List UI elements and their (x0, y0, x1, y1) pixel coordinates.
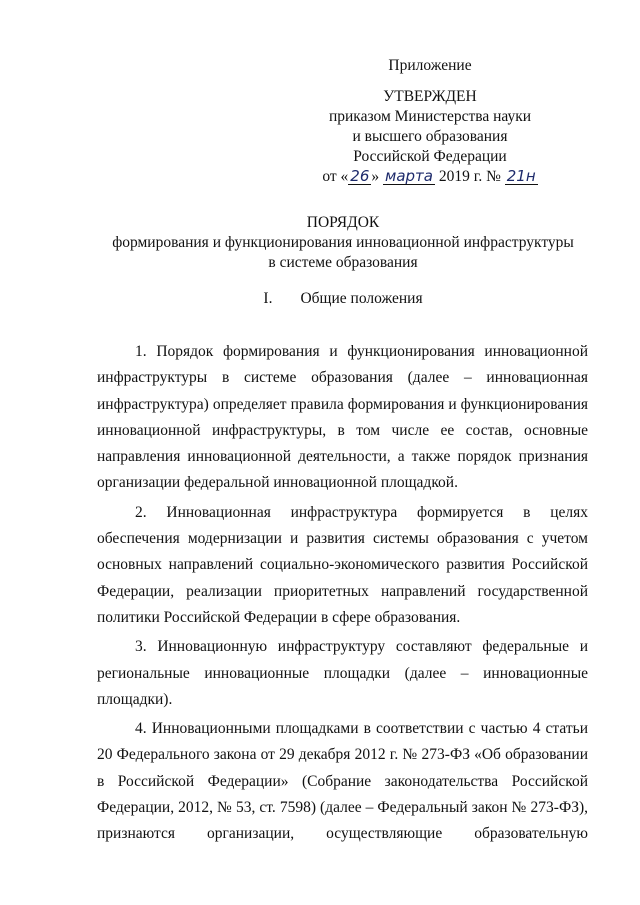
approval-line-1: приказом Министерства науки (328, 108, 532, 125)
appendix-label: Приложение (388, 57, 472, 74)
title-line-1: ПОРЯДОК (306, 214, 380, 231)
title-line-3: в системе образования (268, 254, 418, 271)
body-text (97, 339, 588, 851)
handwritten-order-number: 21н (506, 167, 536, 185)
approval-line-3: Российской Федерации (353, 148, 507, 165)
paragraph-3: 3. Инновационную инфраструктуру составляют федеральные и региональные инновационные площадки (далее – инновационные площадки). (97, 638, 588, 708)
approval-block (300, 56, 560, 187)
approved-heading: УТВЕРЖДЕН (383, 88, 477, 105)
paragraph-1: 1. Порядок формирования и функционирования инновационной инфраструктуры в системе образования (далее – инновационная инфраструктура) определяет правила формирования и функционирования инновационной инфраструктуры, в том числе ее состав, основные направления инновационной деятельности, а также порядок признания организации федеральной инновационной площадкой. (97, 343, 588, 492)
paragraph-4: 4. Инновационными площадками в соответствии с частью 4 статьи 20 Федерального закона от 29 декабря 2012 г. № 273-ФЗ «Об образовании в Российской Федерации» (Собрание законодательства Российской Федерации, 2012, № 53, ст. 7598) (далее – Федеральный закон № 273-ФЗ), признаются организации, осуществляющие образовательную (97, 720, 588, 843)
date-suffix: 2019 г. № (438, 168, 501, 185)
handwritten-day: 26 (350, 167, 370, 185)
approval-line-2: и высшего образования (352, 128, 508, 145)
paragraph-2: 2. Инновационная инфраструктура формируется в целях обеспечения модернизации и развития системы образования с учетом основных направлений социально-экономического развития Российской Федерации, реализации приоритетных направлений государственной политики Российской Федерации в сфере образования. (97, 503, 588, 626)
handwritten-month: марта (385, 167, 433, 185)
title-line-2: формирования и функционирования инновационной инфраструктуры (112, 234, 574, 251)
section-number: I. (263, 290, 273, 307)
date-prefix: от « (322, 168, 349, 185)
section-title: Общие положения (300, 290, 423, 307)
section-heading (60, 289, 626, 309)
order-date-line: от « 26 » марта 2019 г. № 21н (322, 167, 536, 185)
document-title (60, 213, 626, 273)
